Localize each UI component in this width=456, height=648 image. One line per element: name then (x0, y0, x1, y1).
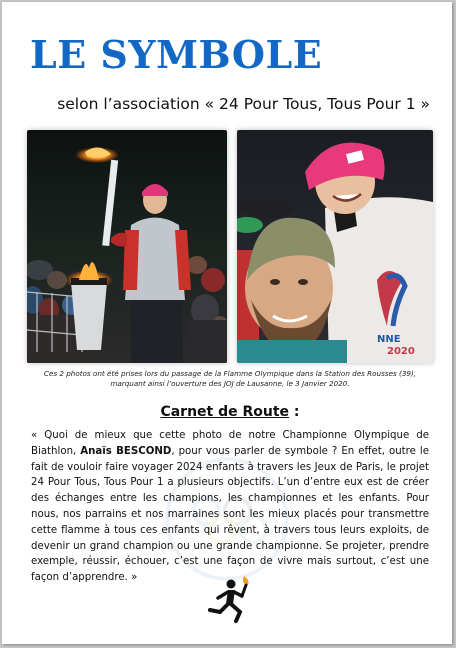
torch-runner-icon (204, 574, 256, 624)
section-title-colon: : (289, 404, 300, 420)
photo-torch-bearer (27, 130, 227, 363)
bib-year: 2020 (387, 346, 415, 357)
page-subtitle: selon l’association « 24 Pour Tous, Tous Pour 1 » (57, 95, 430, 113)
document-page (2, 2, 452, 644)
caption-line-2: marquant ainsi l’ouverture des JOJ de Lausanne, le 3 Janvier 2020. (110, 379, 350, 388)
page-title: LE SYMBOLE (30, 32, 323, 77)
bib-text: NNE (377, 334, 401, 345)
quote-part-2: , pour vous parler de symbole ? En effet, outre le fait de vouloir faire voyager 2024 enfants à travers les Jeux de Paris, le projet 24 Pour Tous, Tous Pour 1 a plusieurs objectifs. L’un d’entre eux est de créer des échanges entre les champions, les championnes et les enfants. Pour nous, nos parrains et nos marraines sont les mieux placés pour transmettre cette flamme à tous ces enfants qui rêvent, à travers tous leurs exploits, de devenir un grand champion ou une grande championne. Se projeter, prendre exemple, réussir, échouer, c’est une façon de vivre mais surtout, c’est une façon d’apprendre. » (31, 445, 430, 584)
caption-line-1: Ces 2 photos ont été prises lors du passage de la Flamme Olympique dans la Station des Rousses (39), (43, 369, 417, 378)
athlete-name: Anaïs BESCOND (80, 445, 172, 457)
section-title (2, 404, 456, 420)
section-title-text: Carnet de Route (160, 404, 290, 420)
photo-selfie (237, 130, 433, 363)
quote-paragraph (31, 428, 429, 586)
quote-part-1: « Quoi de mieux que cette photo de notre Championne Olympique de Biathlon, (31, 430, 429, 457)
photo-caption (32, 369, 428, 389)
